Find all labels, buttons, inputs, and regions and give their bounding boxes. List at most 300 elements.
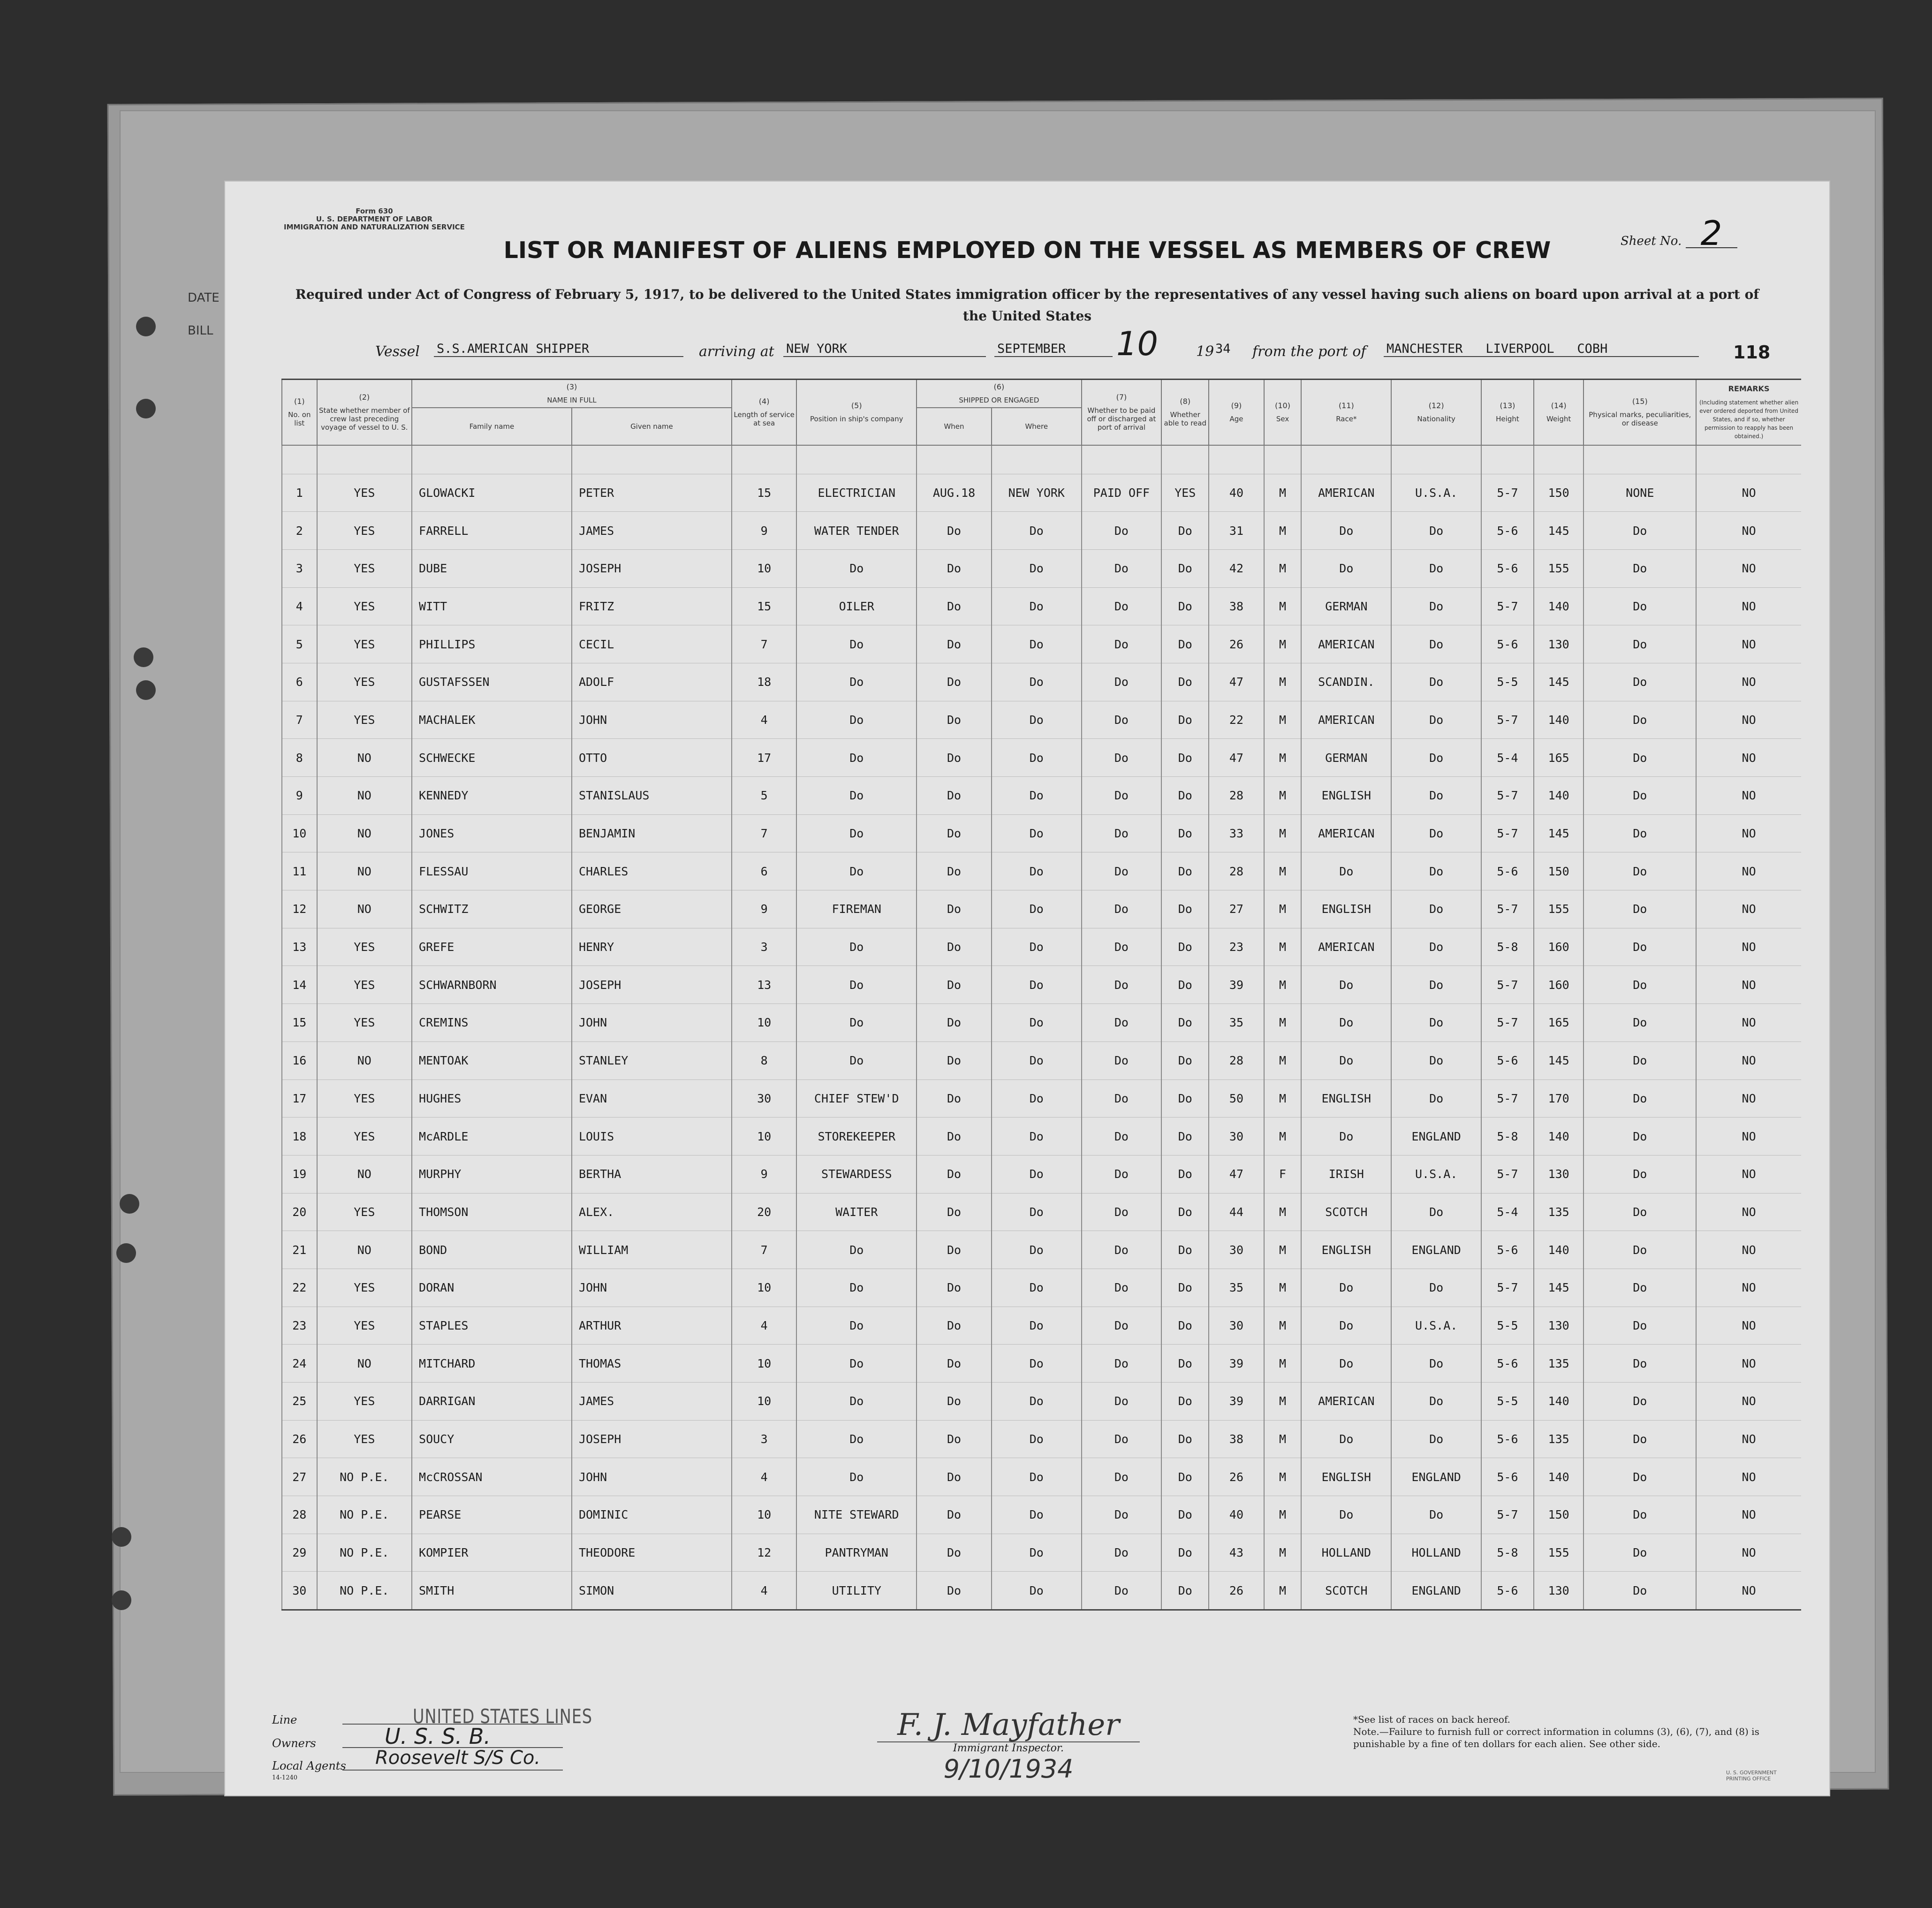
table-cell: Do — [796, 1269, 917, 1307]
table-cell: 30 — [1209, 1307, 1264, 1345]
table-cell: 26 — [1209, 1572, 1264, 1610]
table-row — [282, 1572, 1801, 1610]
table-cell: Do — [1301, 1004, 1391, 1042]
binding-hole-icon — [112, 1527, 131, 1547]
col-header-race: (11) Race* — [1301, 380, 1391, 445]
table-cell: Do — [1583, 777, 1696, 815]
table-cell: YES — [317, 1117, 412, 1155]
table-row — [282, 1496, 1801, 1534]
table-cell: F — [1264, 1155, 1302, 1193]
binding-hole-icon — [134, 647, 153, 667]
table-row — [282, 701, 1801, 739]
table-cell: Do — [917, 1117, 992, 1155]
races-note: *See list of races on back hereof. — [1353, 1714, 1511, 1725]
table-cell: Do — [1301, 852, 1391, 890]
table-cell: Do — [1391, 852, 1481, 890]
table-cell: Do — [1391, 814, 1481, 852]
table-cell: Do — [1583, 1193, 1696, 1231]
table-cell: M — [1264, 663, 1302, 701]
table-cell: YES — [317, 549, 412, 587]
table-cell: NO — [317, 1041, 412, 1079]
table-cell: SCHWECKE — [412, 739, 572, 777]
table-cell: Do — [1161, 1231, 1209, 1269]
table-cell: 5-6 — [1481, 1345, 1534, 1383]
table-cell: 14 — [282, 966, 317, 1004]
table-cell: Do — [1583, 1079, 1696, 1117]
table-cell: Do — [992, 1155, 1082, 1193]
table-cell: ADOLF — [572, 663, 732, 701]
table-cell: Do — [1082, 852, 1161, 890]
table-cell: Do — [1583, 1572, 1696, 1610]
table-cell: 145 — [1534, 512, 1584, 550]
table-cell: YES — [317, 587, 412, 625]
table-cell: 5 — [732, 777, 797, 815]
col-header-physical-marks: (15) Physical marks, peculiarities, or disease — [1583, 380, 1696, 445]
col-header-list-number: (1) No. on list — [282, 380, 317, 445]
table-cell: M — [1264, 625, 1302, 663]
table-cell: Do — [992, 814, 1082, 852]
table-cell: YES — [317, 1420, 412, 1458]
table-cell: Do — [1161, 625, 1209, 663]
arrival-month: SEPTEMBER — [994, 342, 1113, 357]
table-cell: Do — [1391, 1345, 1481, 1383]
table-cell: 5-6 — [1481, 1572, 1534, 1610]
table-cell: Do — [917, 549, 992, 587]
table-cell: 165 — [1534, 739, 1584, 777]
table-cell: 33 — [1209, 814, 1264, 852]
table-cell: 4 — [732, 1307, 797, 1345]
table-cell: M — [1264, 1534, 1302, 1572]
table-cell: 130 — [1534, 1572, 1584, 1610]
table-cell: Do — [796, 1345, 917, 1383]
table-cell: Do — [1082, 1004, 1161, 1042]
table-cell: 4 — [732, 701, 797, 739]
table-cell: 13 — [732, 966, 797, 1004]
table-cell: Do — [1161, 1269, 1209, 1307]
table-cell: 18 — [282, 1117, 317, 1155]
table-cell: 130 — [1534, 1307, 1584, 1345]
table-cell: Do — [796, 625, 917, 663]
table-row — [282, 1193, 1801, 1231]
binding-hole-icon — [136, 680, 156, 700]
table-cell: YES — [317, 1004, 412, 1042]
col-header-nationality: (12) Nationality — [1391, 380, 1481, 445]
table-cell: M — [1264, 549, 1302, 587]
table-cell: 12 — [732, 1534, 797, 1572]
table-cell: ENGLAND — [1391, 1117, 1481, 1155]
margin-bill-label: BILL — [188, 324, 213, 338]
table-cell: McARDLE — [412, 1117, 572, 1155]
table-cell: Do — [917, 814, 992, 852]
table-cell: YES — [317, 1193, 412, 1231]
table-cell: M — [1264, 1383, 1302, 1421]
table-cell: 140 — [1534, 1231, 1584, 1269]
table-cell: Do — [1161, 1004, 1209, 1042]
table-cell: 20 — [282, 1193, 317, 1231]
table-cell: Do — [1583, 890, 1696, 928]
table-cell: Do — [1301, 549, 1391, 587]
table-row — [282, 1041, 1801, 1079]
col-header-shipped-where: Where — [992, 408, 1082, 445]
table-cell: M — [1264, 512, 1302, 550]
table-cell: 18 — [732, 663, 797, 701]
table-cell: 7 — [732, 814, 797, 852]
table-cell: Do — [1301, 1117, 1391, 1155]
table-cell: 24 — [282, 1345, 317, 1383]
table-cell: 10 — [732, 1383, 797, 1421]
table-cell: NO P.E. — [317, 1496, 412, 1534]
table-cell: 44 — [1209, 1193, 1264, 1231]
table-cell: NO — [1696, 814, 1801, 852]
table-cell: 50 — [1209, 1079, 1264, 1117]
table-cell: 5-5 — [1481, 1383, 1534, 1421]
table-cell: 145 — [1534, 663, 1584, 701]
table-cell: Do — [1161, 512, 1209, 550]
table-cell: Do — [1583, 1231, 1696, 1269]
table-cell: Do — [1583, 587, 1696, 625]
table-cell: Do — [1583, 1307, 1696, 1345]
table-cell: 10 — [732, 1004, 797, 1042]
table-cell: Do — [1583, 549, 1696, 587]
table-cell: NO — [1696, 966, 1801, 1004]
table-cell: GERMAN — [1301, 739, 1391, 777]
table-cell: OILER — [796, 587, 917, 625]
table-cell: 26 — [1209, 625, 1264, 663]
table-cell: NO — [317, 739, 412, 777]
table-cell: Do — [1391, 1269, 1481, 1307]
table-cell: 40 — [1209, 1496, 1264, 1534]
table-cell: 5-7 — [1481, 1269, 1534, 1307]
table-cell: 23 — [282, 1307, 317, 1345]
table-cell: M — [1264, 1345, 1302, 1383]
table-cell: AMERICAN — [1301, 625, 1391, 663]
table-cell: YES — [317, 474, 412, 512]
table-cell: 38 — [1209, 587, 1264, 625]
table-cell: 135 — [1534, 1193, 1584, 1231]
table-cell: YES — [317, 1079, 412, 1117]
table-cell: Do — [917, 739, 992, 777]
table-cell: Do — [1082, 1269, 1161, 1307]
table-cell: AMERICAN — [1301, 1383, 1391, 1421]
table-cell: Do — [917, 890, 992, 928]
table-cell: Do — [992, 1420, 1082, 1458]
table-cell: NO — [1696, 1155, 1801, 1193]
table-cell: NO — [1696, 1193, 1801, 1231]
inspector-block — [877, 1709, 1140, 1784]
table-cell: Do — [1583, 1004, 1696, 1042]
table-cell: M — [1264, 1004, 1302, 1042]
table-cell: NO — [1696, 852, 1801, 890]
table-cell: UTILITY — [796, 1572, 917, 1610]
table-cell: Do — [917, 928, 992, 966]
table-cell: 5-8 — [1481, 1534, 1534, 1572]
table-cell: Do — [917, 625, 992, 663]
table-cell: 10 — [732, 1345, 797, 1383]
table-cell: Do — [1082, 1496, 1161, 1534]
table-cell: Do — [1161, 1079, 1209, 1117]
table-cell: YES — [317, 1269, 412, 1307]
table-cell: Do — [1161, 549, 1209, 587]
table-cell: Do — [992, 1041, 1082, 1079]
table-cell: FARRELL — [412, 512, 572, 550]
table-cell: Do — [917, 852, 992, 890]
inspection-date: 9/10/1934 — [943, 1754, 1074, 1784]
table-cell: DUBE — [412, 549, 572, 587]
table-cell: JOHN — [572, 1458, 732, 1496]
table-cell: NO — [317, 1155, 412, 1193]
table-cell: Do — [1391, 587, 1481, 625]
table-cell: Do — [992, 1496, 1082, 1534]
table-cell: Do — [1161, 1383, 1209, 1421]
table-cell: 28 — [1209, 852, 1264, 890]
table-cell: Do — [1161, 1193, 1209, 1231]
table-cell: Do — [1391, 890, 1481, 928]
table-cell: HUGHES — [412, 1079, 572, 1117]
table-cell: NO — [1696, 1004, 1801, 1042]
table-cell: Do — [992, 1345, 1082, 1383]
table-cell: Do — [1583, 1269, 1696, 1307]
table-cell: NO — [317, 1231, 412, 1269]
table-cell: Do — [1301, 1496, 1391, 1534]
table-cell: HOLLAND — [1301, 1534, 1391, 1572]
table-cell: 4 — [282, 587, 317, 625]
table-cell: DORAN — [412, 1269, 572, 1307]
table-cell: 42 — [1209, 549, 1264, 587]
manifest-sheet — [224, 181, 1830, 1796]
table-cell: 19 — [282, 1155, 317, 1193]
table-cell: M — [1264, 1420, 1302, 1458]
table-cell: Do — [1583, 1155, 1696, 1193]
table-cell: 2 — [282, 512, 317, 550]
table-cell: 26 — [1209, 1458, 1264, 1496]
table-cell: Do — [992, 1117, 1082, 1155]
table-cell: 38 — [1209, 1420, 1264, 1458]
table-cell: Do — [1583, 1534, 1696, 1572]
table-cell: Do — [917, 1079, 992, 1117]
form-header — [284, 207, 465, 231]
table-cell: AUG.18 — [917, 474, 992, 512]
table-cell: 160 — [1534, 928, 1584, 966]
table-cell: NO — [1696, 549, 1801, 587]
table-cell: STAPLES — [412, 1307, 572, 1345]
table-cell: SOUCY — [412, 1420, 572, 1458]
table-cell: 17 — [732, 739, 797, 777]
table-cell: Do — [992, 1383, 1082, 1421]
table-cell: NO P.E. — [317, 1458, 412, 1496]
binding-hole-icon — [136, 317, 156, 336]
table-cell: Do — [1391, 1004, 1481, 1042]
table-cell: Do — [1391, 701, 1481, 739]
table-cell: 9 — [732, 512, 797, 550]
table-cell: Do — [1391, 1420, 1481, 1458]
table-cell: Do — [917, 663, 992, 701]
table-cell: Do — [917, 1193, 992, 1231]
col-header-height: (13) Height — [1481, 380, 1534, 445]
line-label: Line — [272, 1713, 297, 1726]
table-cell: M — [1264, 1041, 1302, 1079]
table-cell: NO — [317, 814, 412, 852]
col-header-shipped: (6) SHIPPED OR ENGAGED — [917, 380, 1082, 408]
table-cell: 7 — [282, 701, 317, 739]
binding-hole-icon — [120, 1194, 139, 1214]
table-cell: Do — [1583, 1345, 1696, 1383]
table-cell: Do — [1161, 1534, 1209, 1572]
table-cell: M — [1264, 1269, 1302, 1307]
table-cell: GREFE — [412, 928, 572, 966]
binding-hole-icon — [136, 399, 156, 418]
table-cell: 5-7 — [1481, 701, 1534, 739]
table-cell: Do — [796, 549, 917, 587]
service-name: IMMIGRATION AND NATURALIZATION SERVICE — [284, 223, 465, 231]
departure-ports: MANCHESTER LIVERPOOL COBH — [1384, 342, 1699, 357]
table-cell: Do — [1082, 1534, 1161, 1572]
table-cell: Do — [1301, 966, 1391, 1004]
table-cell: Do — [1301, 1307, 1391, 1345]
table-cell: Do — [992, 1534, 1082, 1572]
table-cell: Do — [1583, 1117, 1696, 1155]
table-cell: 9 — [282, 777, 317, 815]
table-cell: Do — [1583, 663, 1696, 701]
table-cell: Do — [917, 1155, 992, 1193]
table-cell: OTTO — [572, 739, 732, 777]
table-cell: JOSEPH — [572, 966, 732, 1004]
col-header-position: (5) Position in ship's company — [796, 380, 917, 445]
table-cell: AMERICAN — [1301, 928, 1391, 966]
table-cell: 5-6 — [1481, 852, 1534, 890]
table-cell: 155 — [1534, 890, 1584, 928]
table-cell: Do — [1301, 1420, 1391, 1458]
table-cell: Do — [1391, 512, 1481, 550]
table-cell: NO P.E. — [317, 1534, 412, 1572]
table-cell: 5-8 — [1481, 928, 1534, 966]
table-cell: NO — [1696, 1079, 1801, 1117]
table-cell: Do — [1161, 1307, 1209, 1345]
col-header-given-name: Given name — [572, 408, 732, 445]
table-cell: CHIEF STEW'D — [796, 1079, 917, 1117]
table-cell: Do — [917, 1458, 992, 1496]
table-cell: JOHN — [572, 1269, 732, 1307]
table-cell: 5-6 — [1481, 549, 1534, 587]
table-cell: 140 — [1534, 1117, 1584, 1155]
col-header-sex: (10) Sex — [1264, 380, 1302, 445]
table-cell: U.S.A. — [1391, 474, 1481, 512]
table-cell: Do — [1583, 928, 1696, 966]
local-agents-rule — [342, 1770, 563, 1771]
department-name: U. S. DEPARTMENT OF LABOR — [316, 215, 433, 223]
owners-label: Owners — [272, 1737, 316, 1750]
table-cell: M — [1264, 474, 1302, 512]
table-row — [282, 928, 1801, 966]
table-cell: M — [1264, 587, 1302, 625]
table-cell: MURPHY — [412, 1155, 572, 1193]
table-cell: 27 — [1209, 890, 1264, 928]
table-cell: Do — [992, 739, 1082, 777]
table-cell: 35 — [1209, 1004, 1264, 1042]
table-cell: GLOWACKI — [412, 474, 572, 512]
table-cell: Do — [796, 928, 917, 966]
table-cell: Do — [917, 1345, 992, 1383]
table-cell: M — [1264, 1117, 1302, 1155]
table-cell: 145 — [1534, 1041, 1584, 1079]
table-cell: Do — [917, 1572, 992, 1610]
table-cell: Do — [1082, 663, 1161, 701]
table-cell: 29 — [282, 1534, 317, 1572]
col-header-service-length: (4) Length of service at sea — [732, 380, 797, 445]
table-cell: NO — [317, 1345, 412, 1383]
table-cell: NO — [1696, 1307, 1801, 1345]
table-cell: ELECTRICIAN — [796, 474, 917, 512]
table-cell: Do — [917, 701, 992, 739]
table-cell: MITCHARD — [412, 1345, 572, 1383]
table-cell: NO — [1696, 663, 1801, 701]
table-cell: M — [1264, 701, 1302, 739]
table-cell: YES — [317, 1307, 412, 1345]
table-row — [282, 1004, 1801, 1042]
table-cell: Do — [992, 1231, 1082, 1269]
table-cell: Do — [1391, 1041, 1481, 1079]
table-row — [282, 474, 1801, 512]
table-cell: Do — [1391, 625, 1481, 663]
binding-hole-icon — [116, 1243, 136, 1263]
table-cell: MENTOAK — [412, 1041, 572, 1079]
table-cell: 5-5 — [1481, 663, 1534, 701]
table-cell: Do — [992, 1193, 1082, 1231]
table-cell: SCHWITZ — [412, 890, 572, 928]
table-cell: MACHALEK — [412, 701, 572, 739]
table-cell: 145 — [1534, 814, 1584, 852]
table-cell: ENGLISH — [1301, 1231, 1391, 1269]
table-cell: 135 — [1534, 1345, 1584, 1383]
table-cell: LOUIS — [572, 1117, 732, 1155]
table-cell: M — [1264, 928, 1302, 966]
table-cell: JAMES — [572, 512, 732, 550]
table-cell: 16 — [282, 1041, 317, 1079]
table-cell: NO — [1696, 1420, 1801, 1458]
table-cell: Do — [1082, 966, 1161, 1004]
table-cell: NO — [1696, 928, 1801, 966]
table-cell: ARTHUR — [572, 1307, 732, 1345]
table-cell: KENNEDY — [412, 777, 572, 815]
table-cell: U.S.A. — [1391, 1307, 1481, 1345]
table-cell: 5-6 — [1481, 1041, 1534, 1079]
table-row — [282, 625, 1801, 663]
table-cell: STANISLAUS — [572, 777, 732, 815]
table-cell: 130 — [1534, 625, 1584, 663]
table-cell: Do — [796, 852, 917, 890]
table-cell: 140 — [1534, 777, 1584, 815]
table-cell: 9 — [732, 1155, 797, 1193]
table-cell: ENGLISH — [1301, 1458, 1391, 1496]
arrival-day: 10 — [1116, 325, 1159, 363]
table-cell: Do — [796, 1383, 917, 1421]
table-cell: M — [1264, 1572, 1302, 1610]
table-cell: Do — [1082, 1231, 1161, 1269]
table-cell: Do — [917, 1041, 992, 1079]
table-cell: WAITER — [796, 1193, 917, 1231]
table-cell: GUSTAFSSEN — [412, 663, 572, 701]
table-cell: McCROSSAN — [412, 1458, 572, 1496]
table-cell: Do — [917, 966, 992, 1004]
table-cell: DOMINIC — [572, 1496, 732, 1534]
owners-value: U. S. S. B. — [385, 1724, 491, 1749]
table-cell: 5-7 — [1481, 1079, 1534, 1117]
table-cell: Do — [796, 663, 917, 701]
table-row — [282, 663, 1801, 701]
table-cell: NO — [1696, 1458, 1801, 1496]
table-cell: 13 — [282, 928, 317, 966]
table-cell: 4 — [732, 1458, 797, 1496]
table-cell: JOSEPH — [572, 549, 732, 587]
